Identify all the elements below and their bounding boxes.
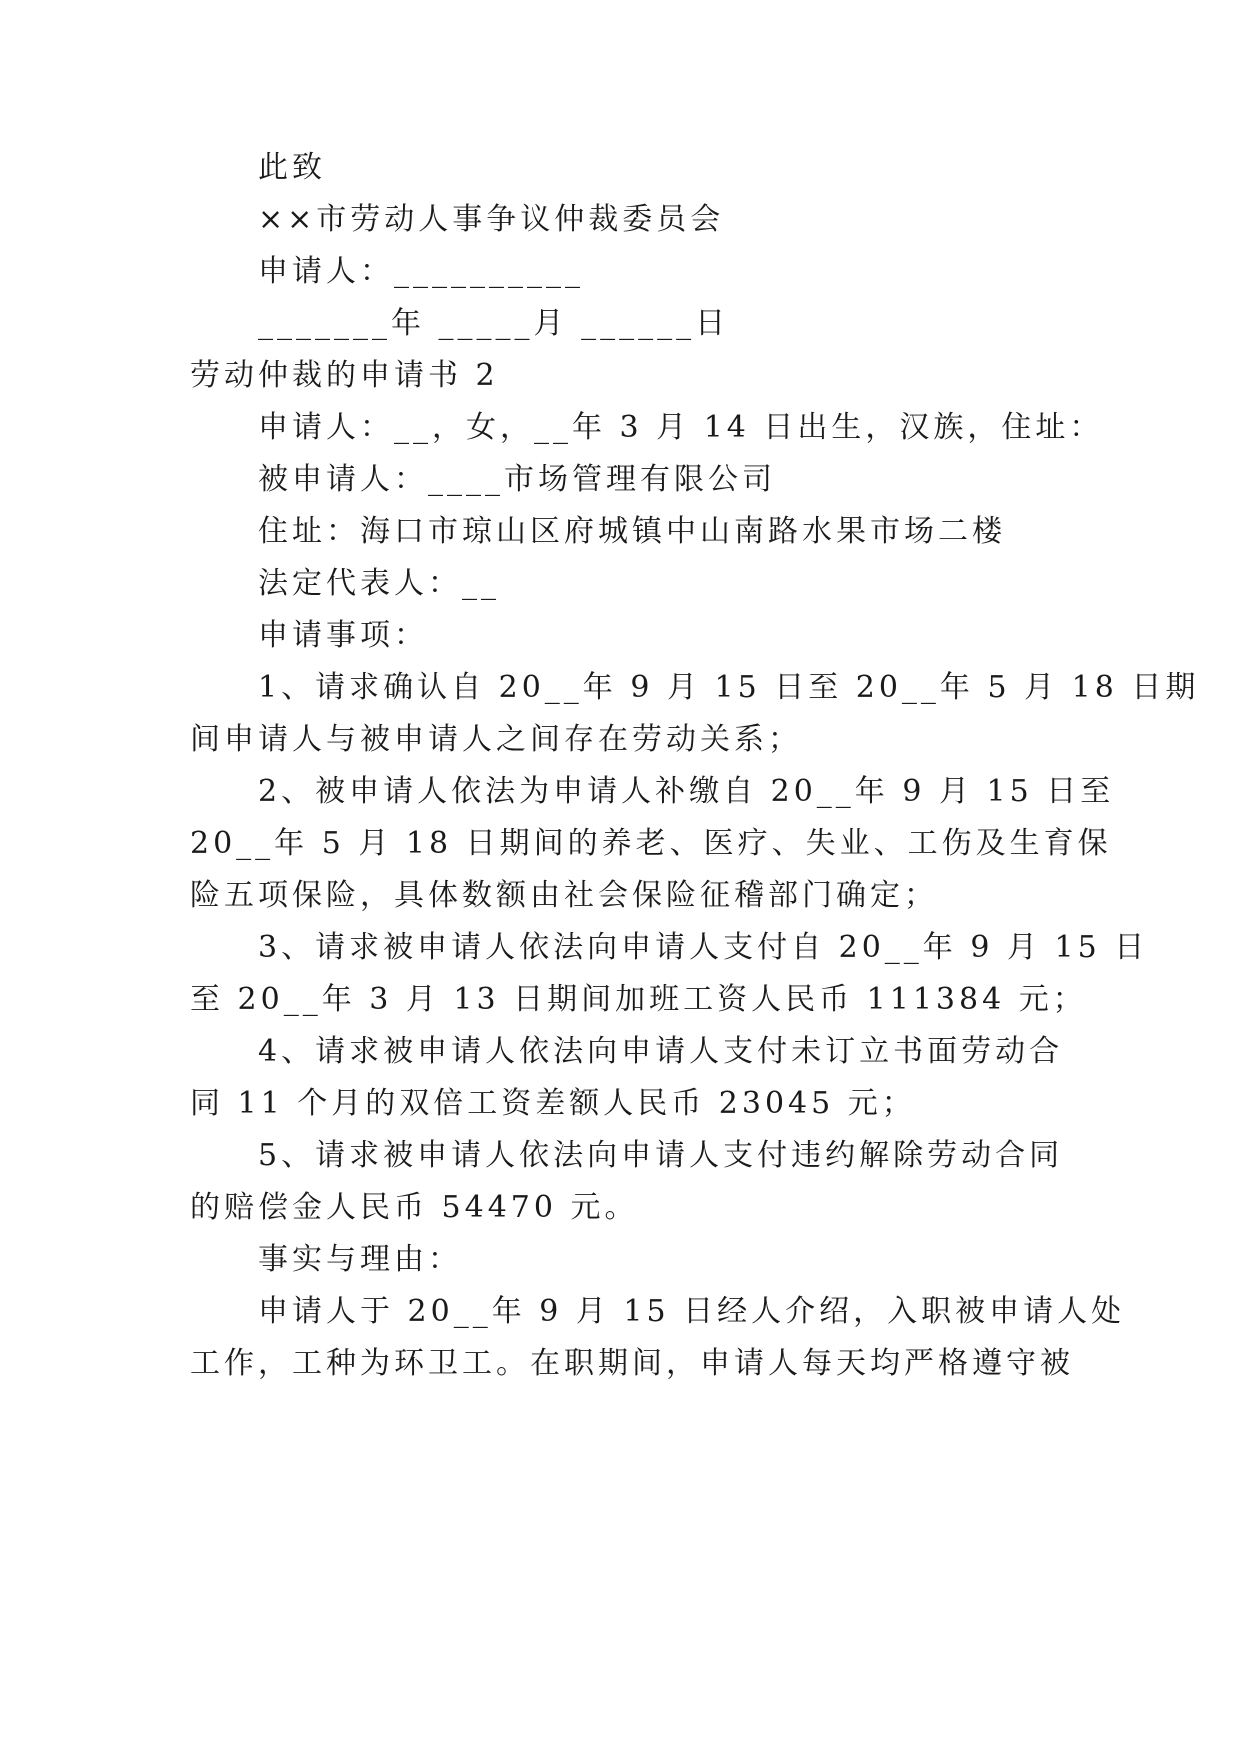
request-4-line-1: 4、请求被申请人依法向申请人支付未订立书面劳动合 (258, 1034, 1064, 1069)
respondent-info: 被申请人：____市场管理有限公司 (258, 462, 776, 497)
applicant-signature: 申请人：__________ (258, 254, 584, 289)
request-5-line-1: 5、请求被申请人依法向申请人支付违约解除劳动合同 (258, 1138, 1064, 1173)
respondent-address: 住址：海口市琼山区府城镇中山南路水果市场二楼 (258, 514, 1006, 549)
request-2-line-2: 20__年 5 月 18 日期间的养老、医疗、失业、工伤及生育保 (190, 826, 1112, 861)
request-3-line-2: 至 20__年 3 月 13 日期间加班工资人民币 111384 元； (190, 982, 1087, 1017)
recipient: ××市劳动人事争议仲裁委员会 (258, 202, 725, 237)
request-5-line-2: 的赔偿金人民币 54470 元。 (190, 1190, 639, 1225)
applicant-info: 申请人：__，女，__年 3 月 14 日出生，汉族，住址： (258, 410, 1104, 445)
request-3-line-1: 3、请求被申请人依法向申请人支付自 20__年 9 月 15 日 (258, 930, 1149, 965)
legal-representative: 法定代表人：__ (258, 566, 500, 601)
salutation: 此致 (258, 150, 326, 185)
requests-heading: 申请事项： (258, 618, 428, 653)
doc-title: 劳动仲裁的申请书 2 (190, 358, 499, 393)
request-2-line-1: 2、被申请人依法为申请人补缴自 20__年 9 月 15 日至 (258, 774, 1115, 809)
request-4-line-2: 同 11 个月的双倍工资差额人民币 23045 元； (190, 1086, 916, 1121)
facts-line-2: 工作，工种为环卫工。在职期间，申请人每天均严格遵守被 (190, 1346, 1074, 1381)
request-1-line-1: 1、请求确认自 20__年 9 月 15 日至 20__年 5 月 18 日期 (258, 670, 1200, 705)
request-2-line-3: 险五项保险，具体数额由社会保险征稽部门确定； (190, 878, 938, 913)
date-line: _______年 _____月 ______日 (258, 306, 730, 341)
facts-line-1: 申请人于 20__年 9 月 15 日经人介绍，入职被申请人处 (258, 1294, 1126, 1329)
facts-heading: 事实与理由： (258, 1242, 462, 1277)
request-1-line-2: 间申请人与被申请人之间存在劳动关系； (190, 722, 802, 757)
